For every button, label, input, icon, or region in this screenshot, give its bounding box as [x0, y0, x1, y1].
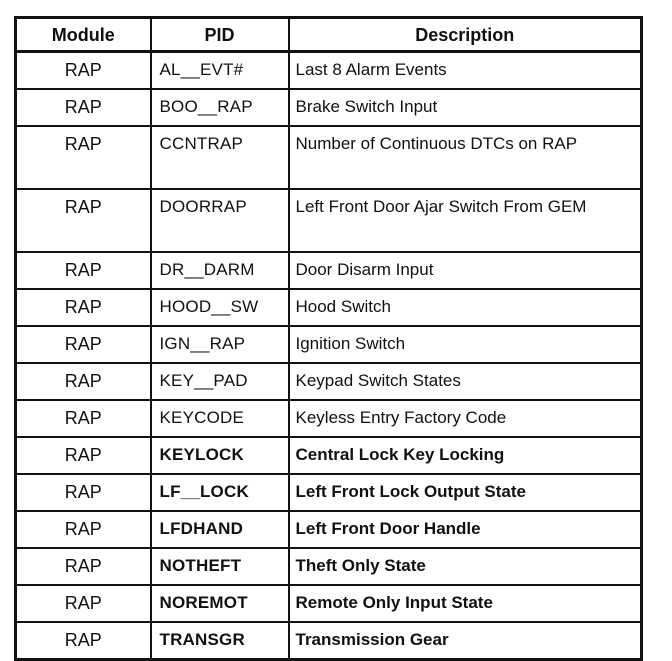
table-body [16, 52, 642, 660]
description-cell: Remote Only Input State [289, 585, 642, 622]
description-cell: Left Front Door Handle [289, 511, 642, 548]
pid-cell: CCNTRAP [151, 126, 289, 189]
header-row [16, 18, 642, 52]
pid-cell: DR__DARM [151, 252, 289, 289]
table-row [16, 326, 642, 363]
table-row [16, 474, 642, 511]
pid-cell: KEYLOCK [151, 437, 289, 474]
description-cell: Keypad Switch States [289, 363, 642, 400]
module-cell: RAP [16, 89, 151, 126]
module-cell: RAP [16, 363, 151, 400]
pid-cell: LFDHAND [151, 511, 289, 548]
pid-cell: KEYCODE [151, 400, 289, 437]
description-cell: Last 8 Alarm Events [289, 52, 642, 90]
pid-cell: AL__EVT# [151, 52, 289, 90]
module-cell: RAP [16, 585, 151, 622]
module-cell: RAP [16, 474, 151, 511]
description-cell: Central Lock Key Locking [289, 437, 642, 474]
description-cell: Keyless Entry Factory Code [289, 400, 642, 437]
table-row [16, 189, 642, 252]
table-row [16, 363, 642, 400]
table-row [16, 437, 642, 474]
table-row [16, 400, 642, 437]
module-cell: RAP [16, 289, 151, 326]
module-cell: RAP [16, 548, 151, 585]
pid-cell: KEY__PAD [151, 363, 289, 400]
pid-cell: TRANSGR [151, 622, 289, 660]
table-row [16, 289, 642, 326]
pid-table [14, 16, 643, 661]
table-row [16, 622, 642, 660]
pid-cell: LF__LOCK [151, 474, 289, 511]
description-cell: Theft Only State [289, 548, 642, 585]
description-cell: Left Front Lock Output State [289, 474, 642, 511]
module-cell: RAP [16, 511, 151, 548]
description-cell: Number of Continuous DTCs on RAP [289, 126, 642, 189]
table-row [16, 89, 642, 126]
table-row [16, 511, 642, 548]
table-row [16, 52, 642, 90]
pid-cell: IGN__RAP [151, 326, 289, 363]
table-row [16, 252, 642, 289]
description-cell: Ignition Switch [289, 326, 642, 363]
module-cell: RAP [16, 326, 151, 363]
table-row [16, 548, 642, 585]
pid-cell: NOREMOT [151, 585, 289, 622]
header-module: Module [16, 18, 151, 52]
description-cell: Brake Switch Input [289, 89, 642, 126]
module-cell: RAP [16, 622, 151, 660]
module-cell: RAP [16, 400, 151, 437]
description-cell: Left Front Door Ajar Switch From GEM [289, 189, 642, 252]
pid-cell: HOOD__SW [151, 289, 289, 326]
pid-cell: DOORRAP [151, 189, 289, 252]
description-cell: Transmission Gear [289, 622, 642, 660]
table-row [16, 585, 642, 622]
module-cell: RAP [16, 126, 151, 189]
table-header [16, 18, 642, 52]
module-cell: RAP [16, 437, 151, 474]
pid-cell: NOTHEFT [151, 548, 289, 585]
module-cell: RAP [16, 52, 151, 90]
header-pid: PID [151, 18, 289, 52]
description-cell: Hood Switch [289, 289, 642, 326]
description-cell: Door Disarm Input [289, 252, 642, 289]
header-description: Description [289, 18, 642, 52]
table-row [16, 126, 642, 189]
module-cell: RAP [16, 189, 151, 252]
module-cell: RAP [16, 252, 151, 289]
pid-cell: BOO__RAP [151, 89, 289, 126]
